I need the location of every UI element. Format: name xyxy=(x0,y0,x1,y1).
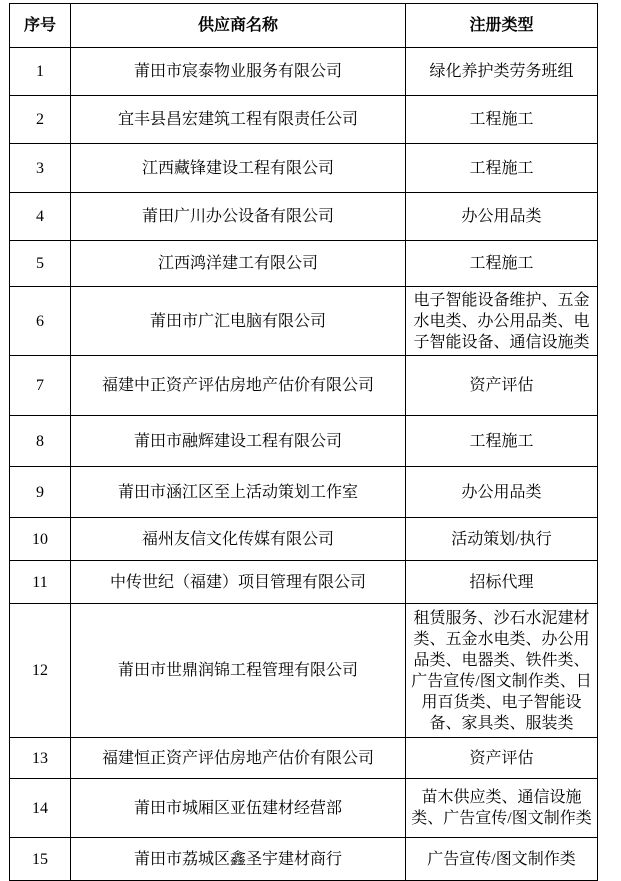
cell-registration-type: 工程施工 xyxy=(406,416,598,467)
cell-supplier-name: 莆田市城厢区亚伍建材经营部 xyxy=(71,779,406,838)
cell-registration-type: 办公用品类 xyxy=(406,467,598,518)
cell-registration-type: 活动策划/执行 xyxy=(406,518,598,561)
cell-index: 5 xyxy=(10,241,71,287)
cell-index: 3 xyxy=(10,144,71,193)
cell-supplier-name: 中传世纪（福建）项目管理有限公司 xyxy=(71,561,406,604)
cell-registration-type: 工程施工 xyxy=(406,241,598,287)
table-row xyxy=(10,561,598,604)
table-row xyxy=(10,416,598,467)
table-row xyxy=(10,193,598,241)
table-row xyxy=(10,604,598,738)
cell-index: 11 xyxy=(10,561,71,604)
cell-index: 6 xyxy=(10,287,71,356)
cell-supplier-name: 江西鸿洋建工有限公司 xyxy=(71,241,406,287)
cell-index: 13 xyxy=(10,738,71,779)
cell-index: 7 xyxy=(10,356,71,416)
cell-supplier-name: 莆田市融辉建设工程有限公司 xyxy=(71,416,406,467)
cell-index: 10 xyxy=(10,518,71,561)
cell-registration-type: 办公用品类 xyxy=(406,193,598,241)
cell-registration-type: 工程施工 xyxy=(406,96,598,144)
table-header xyxy=(10,4,598,48)
header-row xyxy=(10,4,598,48)
cell-index: 2 xyxy=(10,96,71,144)
cell-registration-type: 电子智能设备维护、五金水电类、办公用品类、电子智能设备、通信设施类 xyxy=(406,287,598,356)
col-header-index: 序号 xyxy=(10,4,71,48)
cell-index: 15 xyxy=(10,838,71,881)
table-row xyxy=(10,287,598,356)
table-row xyxy=(10,144,598,193)
table-row xyxy=(10,838,598,881)
table-row xyxy=(10,96,598,144)
cell-supplier-name: 福建恒正资产评估房地产估价有限公司 xyxy=(71,738,406,779)
cell-registration-type: 苗木供应类、通信设施类、广告宣传/图文制作类 xyxy=(406,779,598,838)
cell-registration-type: 广告宣传/图文制作类 xyxy=(406,838,598,881)
table-row xyxy=(10,467,598,518)
cell-supplier-name: 福州友信文化传媒有限公司 xyxy=(71,518,406,561)
supplier-table xyxy=(9,3,598,881)
cell-supplier-name: 莆田市涵江区至上活动策划工作室 xyxy=(71,467,406,518)
col-header-supplier-name: 供应商名称 xyxy=(71,4,406,48)
table-body xyxy=(10,48,598,881)
cell-supplier-name: 莆田市荔城区鑫圣宇建材商行 xyxy=(71,838,406,881)
cell-supplier-name: 莆田市世鼎润锦工程管理有限公司 xyxy=(71,604,406,738)
cell-index: 9 xyxy=(10,467,71,518)
cell-index: 4 xyxy=(10,193,71,241)
table-row xyxy=(10,738,598,779)
cell-registration-type: 工程施工 xyxy=(406,144,598,193)
col-header-registration-type: 注册类型 xyxy=(406,4,598,48)
cell-index: 12 xyxy=(10,604,71,738)
cell-supplier-name: 莆田广川办公设备有限公司 xyxy=(71,193,406,241)
cell-registration-type: 资产评估 xyxy=(406,738,598,779)
cell-supplier-name: 宜丰县昌宏建筑工程有限责任公司 xyxy=(71,96,406,144)
table-row xyxy=(10,518,598,561)
cell-registration-type: 绿化养护类劳务班组 xyxy=(406,48,598,96)
table-row xyxy=(10,779,598,838)
cell-registration-type: 资产评估 xyxy=(406,356,598,416)
cell-index: 8 xyxy=(10,416,71,467)
cell-supplier-name: 江西藏锋建设工程有限公司 xyxy=(71,144,406,193)
cell-registration-type: 租赁服务、沙石水泥建材类、五金水电类、办公用品类、电器类、铁件类、广告宣传/图文制作类、日用百货类、电子智能设备、家具类、服装类 xyxy=(406,604,598,738)
cell-index: 14 xyxy=(10,779,71,838)
table-row xyxy=(10,356,598,416)
cell-supplier-name: 福建中正资产评估房地产估价有限公司 xyxy=(71,356,406,416)
cell-index: 1 xyxy=(10,48,71,96)
cell-supplier-name: 莆田市广汇电脑有限公司 xyxy=(71,287,406,356)
table-row xyxy=(10,48,598,96)
cell-registration-type: 招标代理 xyxy=(406,561,598,604)
table-row xyxy=(10,241,598,287)
cell-supplier-name: 莆田市宸泰物业服务有限公司 xyxy=(71,48,406,96)
